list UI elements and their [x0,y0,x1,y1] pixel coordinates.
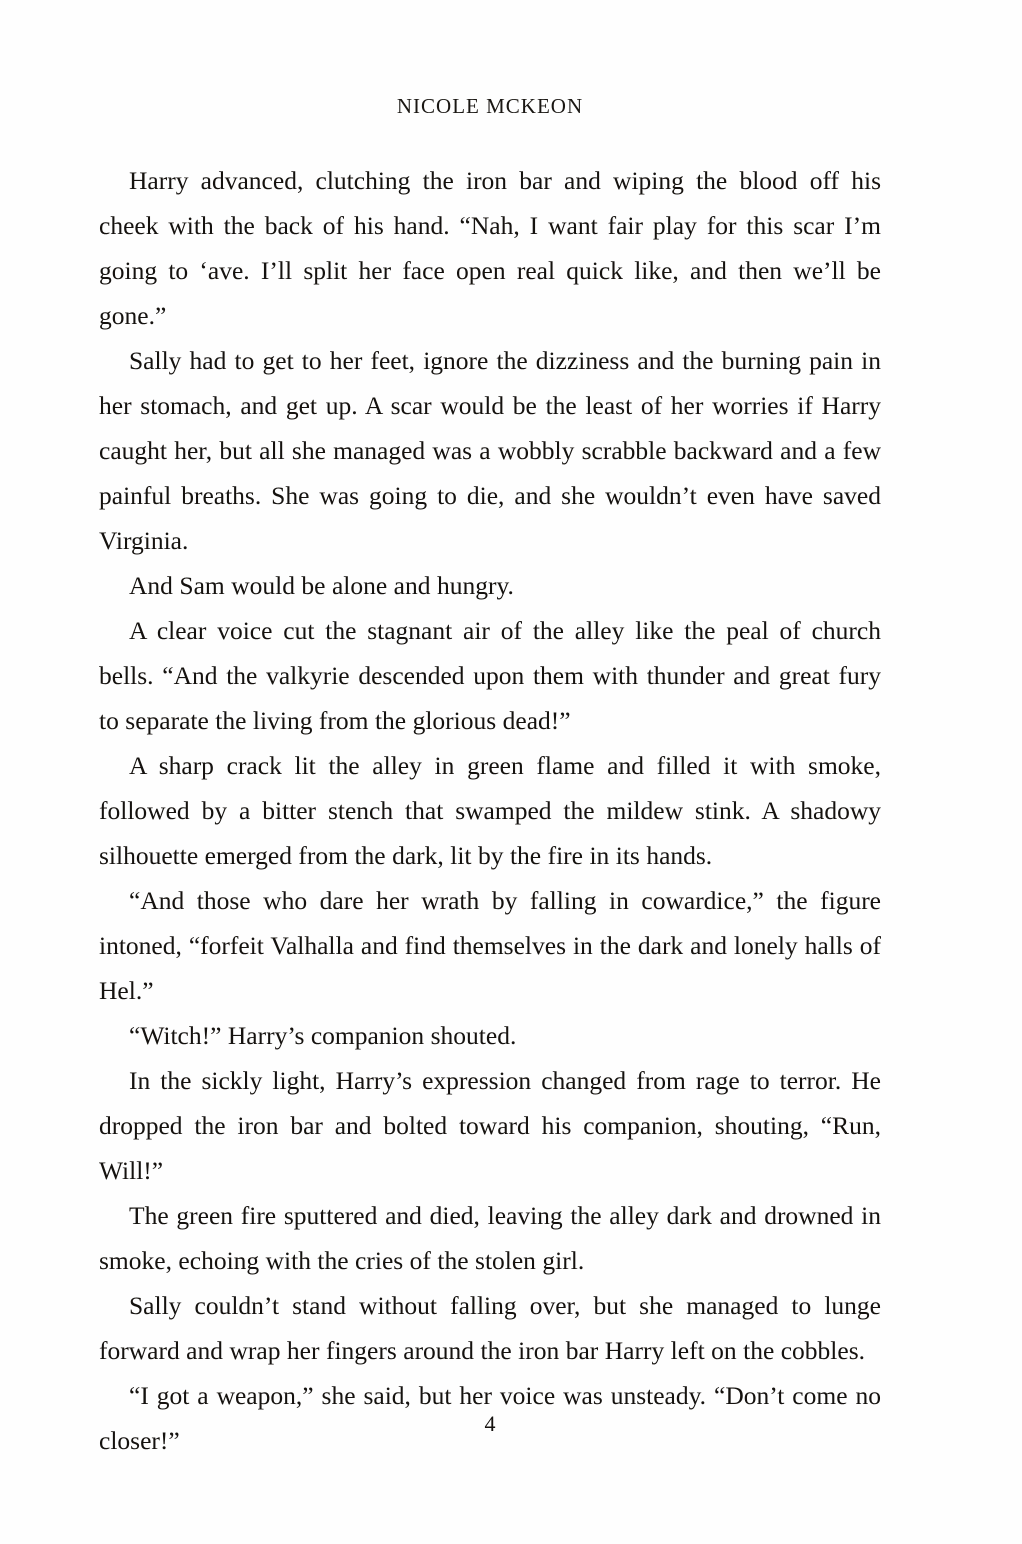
paragraph: A sharp crack lit the alley in green flame and filled it with smoke, followed by a bitter stench that swamped the mildew stink. A shadowy silhouette emerged from the dark, lit by the fire in its hands. [99,751,881,870]
running-head: NICOLE MCKEON [396,94,584,118]
paragraph: The green fire sputtered and died, leaving the alley dark and drowned in smoke, echoing with the cries of the stolen girl. [99,1201,881,1275]
paragraph: A clear voice cut the stagnant air of the alley like the peal of church bells. “And the valkyrie descended upon them with thunder and great fury to separate the living from the glorious dead!” [99,616,881,735]
paragraph: “And those who dare her wrath by falling in cowardice,” the figure intoned, “forfeit Valhalla and find themselves in the dark and lonely halls of Hel.” [99,886,881,1005]
paragraph: Sally couldn’t stand without falling over, but she managed to lunge forward and wrap her fingers around the iron bar Harry left on the cobbles. [99,1291,881,1365]
page-number: 4 [484,1411,496,1436]
paragraph: “I got a weapon,” she said, but her voice was unsteady. “Don’t come no closer!” [99,1381,881,1455]
paragraph: Harry advanced, clutching the iron bar and wiping the blood off his cheek with the back of his hand. “Nah, I want fair play for this scar I’m going to ‘ave. I’ll split her face open real quick like, and then we’ll be gone.” [99,166,881,330]
body-text-block [99,158,881,1463]
paragraph: In the sickly light, Harry’s expression changed from rage to terror. He dropped the iron bar and bolted toward his companion, shouting, “Run, Will!” [99,1066,881,1185]
paragraph: “Witch!” Harry’s companion shouted. [129,1021,517,1050]
paragraph: And Sam would be alone and hungry. [129,571,514,600]
paragraph: Sally had to get to her feet, ignore the dizziness and the burning pain in her stomach, and get up. A scar would be the least of her worries if Harry caught her, but all she managed was a wobbly scrabble backward and a few painful breaths. She was going to die, and she wouldn’t even have saved Virginia. [99,346,881,555]
